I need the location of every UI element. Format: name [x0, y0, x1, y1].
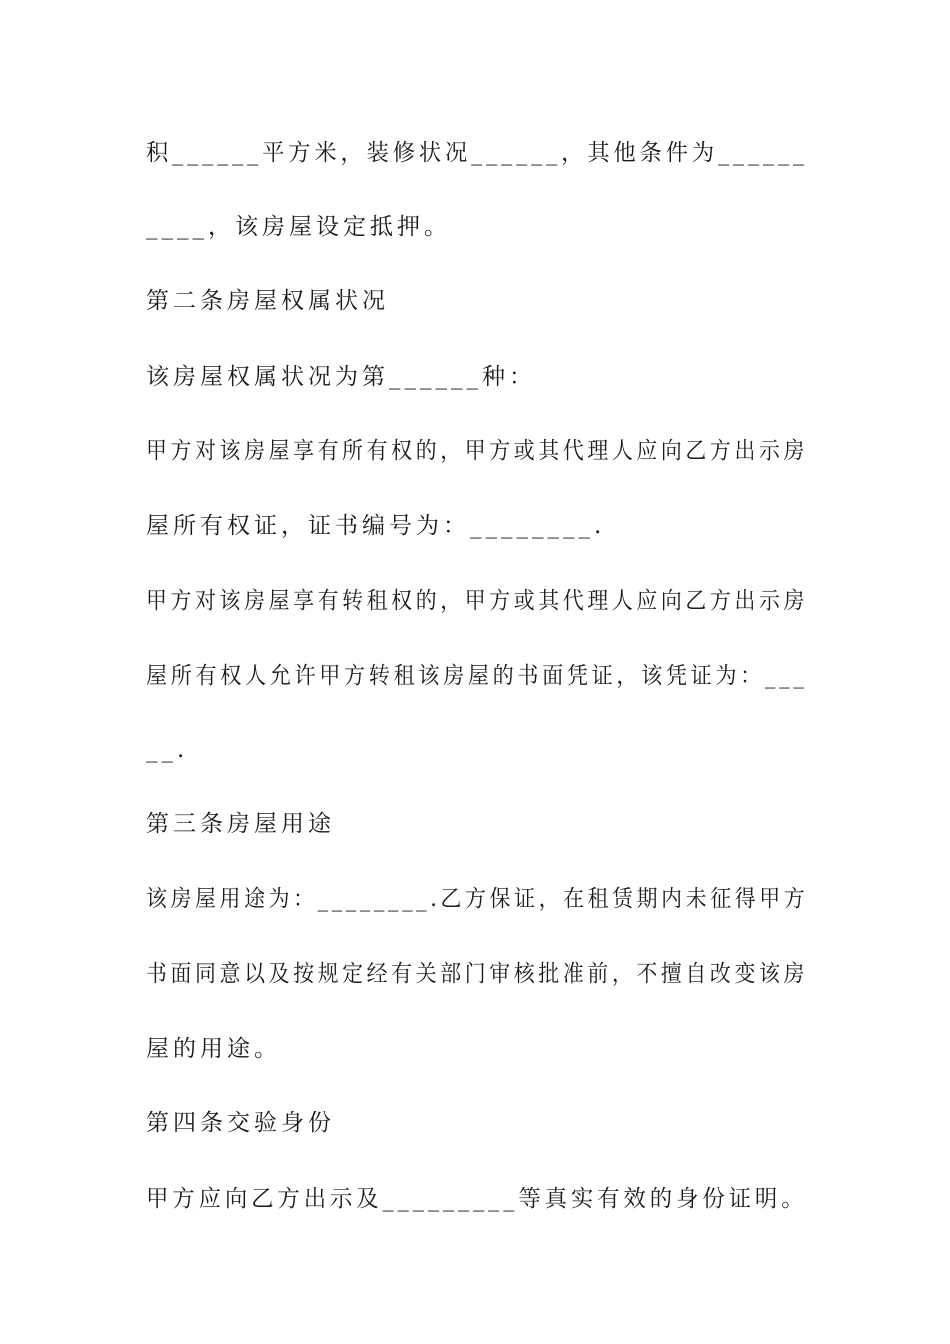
section-heading-4 — [146, 1108, 335, 1138]
text-line-11 — [146, 884, 808, 914]
text-line-15-content: 甲方应向乙方出示及_________等真实有效的身份证明。 — [146, 1186, 808, 1212]
text-line-1 — [146, 138, 808, 168]
text-line-2-content: ____，该房屋设定抵押。 — [146, 214, 451, 240]
text-line-13-content: 屋的用途。 — [146, 1036, 281, 1062]
text-line-4 — [146, 362, 536, 392]
text-line-12-content: 书面同意以及按规定经有关部门审核批准前，不擅自改变该房 — [146, 961, 809, 987]
text-line-7 — [146, 586, 808, 616]
text-line-6-content: 屋所有权证，证书编号为：________. — [146, 513, 606, 539]
text-line-15 — [146, 1184, 807, 1214]
text-line-12 — [146, 959, 808, 989]
section-heading-4-content: 第四条交验身份 — [146, 1110, 335, 1136]
text-line-5 — [146, 436, 808, 466]
section-heading-3-content: 第三条房屋用途 — [146, 811, 335, 837]
text-line-5-content: 甲方对该房屋享有所有权的，甲方或其代理人应向乙方出示房 — [146, 438, 809, 464]
text-line-8-content: 屋所有权人允许甲方转租该房屋的书面凭证，该凭证为：___ — [146, 663, 808, 689]
section-heading-3 — [146, 809, 335, 839]
text-line-11-content: 该房屋用途为：________.乙方保证，在租赁期内未征得甲方 — [146, 886, 809, 912]
section-heading-2-content: 第二条房屋权属状况 — [146, 288, 389, 314]
text-line-9-content: __. — [146, 737, 189, 763]
text-line-7-content: 甲方对该房屋享有转租权的，甲方或其代理人应向乙方出示房 — [146, 588, 809, 614]
text-line-8 — [146, 661, 808, 691]
text-line-9 — [146, 735, 188, 765]
text-line-13 — [146, 1034, 281, 1064]
text-line-4-content: 该房屋权属状况为第______种： — [146, 364, 536, 390]
text-line-6 — [146, 511, 605, 541]
section-heading-2 — [146, 286, 389, 316]
text-line-1-content: 积______平方米，装修状况______，其他条件为______ — [146, 140, 808, 166]
text-line-2 — [146, 212, 451, 242]
